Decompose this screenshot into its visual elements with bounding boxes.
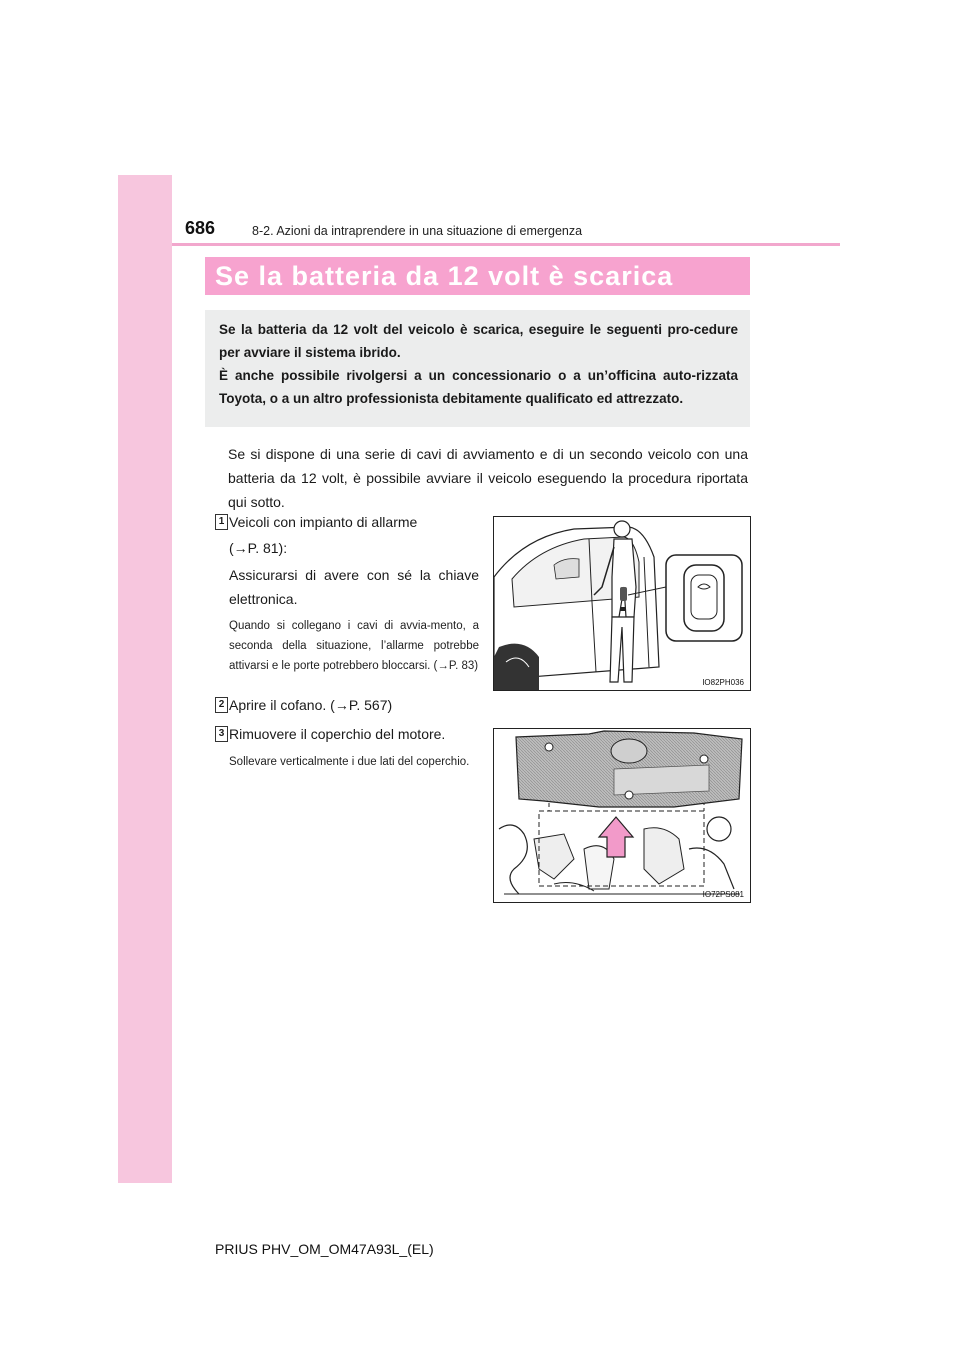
step-2-title: Aprire il cofano. (→P. 567)	[229, 697, 393, 713]
figure-2-code: IO72PS081	[702, 890, 744, 899]
step-number-3: 3	[215, 726, 228, 742]
step-3-note: Sollevare verticalmente i due lati del coperchio.	[229, 756, 470, 768]
step-number-2: 2	[215, 697, 228, 713]
step-number-1: 1	[215, 514, 228, 530]
car-door-illustration	[494, 517, 750, 690]
step-1-note: Quando si collegano i cavi di avvia-mento, a seconda della situazione, l’allarme potrebbe attivarsi e le porte potrebbero bloccarsi. (→P. 83)	[229, 620, 479, 672]
figure-1-code: IO82PH036	[702, 678, 744, 687]
page-number: 686	[185, 218, 216, 238]
summary-box	[205, 310, 750, 427]
chapter-title: 8-2. Azioni da intraprendere in una situazione di emergenza	[252, 224, 583, 238]
intro-paragraph: Se si dispone di una serie di cavi di avviamento e di un secondo veicolo con una batteria da 12 volt, è possibile avviare il veicolo eseguendo la procedura riportata qui sotto.	[228, 446, 748, 510]
footer-document-code: PRIUS PHV_OM_OM47A93L_(EL)	[215, 1241, 434, 1257]
figure-engine-cover	[493, 728, 751, 903]
side-tab-strip	[118, 175, 172, 1183]
step-1-title-c: Assicurarsi di avere con sé la chiave elettronica.	[229, 567, 479, 607]
step-3-title: Rimuovere il coperchio del motore.	[229, 726, 446, 742]
summary-line-1: Se la batteria da 12 volt del veicolo è scarica, eseguire le seguenti pro-cedure per avviare il sistema ibrido.	[219, 322, 738, 360]
step-1-title-b: (→P. 81):	[229, 540, 288, 556]
figure-electronic-key	[493, 516, 751, 691]
step-1-title-a: Veicoli con impianto di allarme	[229, 514, 418, 530]
engine-cover-illustration	[494, 729, 750, 902]
summary-line-2: È anche possibile rivolgersi a un concessionario o a un’officina auto-rizzata Toyota, o a un altro professionista debitamente qualificato ed attrezzato.	[219, 368, 738, 406]
section-title: Se la batteria da 12 volt è scarica	[205, 257, 750, 295]
header-rule	[172, 243, 840, 246]
